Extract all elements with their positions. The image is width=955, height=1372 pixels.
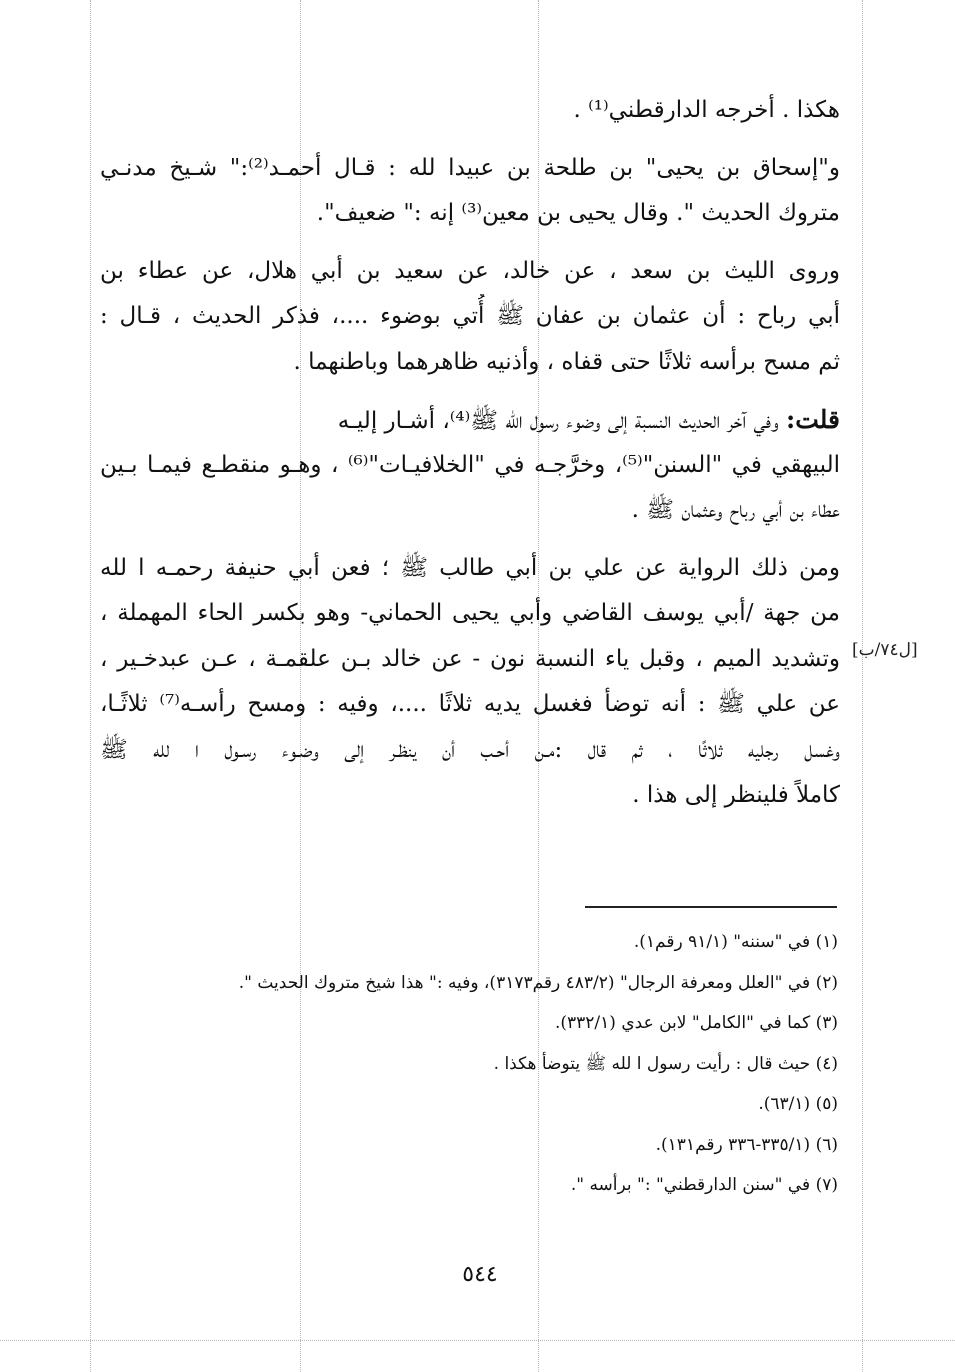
text-line (100, 397, 840, 443)
footnote: (٧) في "سنن الدارقطني" :" برأسه ". (570, 1175, 838, 1195)
text-line: متروك الحديث ". وقال يحيى بن معين⁽³⁾ إنه :" ضعيف". (316, 200, 840, 226)
footnote: (٥) (٦٣/١). (758, 1094, 838, 1114)
main-text-block (100, 88, 840, 819)
text-line: من جهة /أبي يوسف القاضي وأبي يحيى الحماني- وهو بكسر الحاء المهملة ، (100, 600, 840, 626)
footnote: (٦) (٣٣٥/١-٣٣٦ رقم١٣١). (655, 1134, 838, 1155)
manuscript-folio-note: [ل٧٤/ب] (852, 640, 918, 660)
scan-guide-line (0, 1340, 955, 1341)
text-line: أبي رباح : أن عثمان بن عفان ﷺ أُتي بوضوء ....، فذكر الحديث ، قـال : (100, 303, 840, 329)
text-line: وروى الليث بن سعد ، عن خالد، عن سعيد بن أبي هلال، عن عطاء بن (100, 257, 840, 284)
footnote: (٢) في "العلل ومعرفة الرجال" (٤٨٣/٢ رقم٣١٧٣)، وفيه :" هذا شيخ متروك الحديث ". (238, 972, 838, 993)
text-line: ومن ذلك الرواية عن علي بن أبي طالب ﷺ ؛ فعن أبي حنيفة رحمـه ا لله (100, 554, 840, 581)
text-line: ثم مسح برأسه ثلاثًا حتى قفاه ، وأذنيه ظاهرهما وباطنهما . (293, 348, 840, 375)
text-line: البيهقي في "السنن"⁽⁵⁾، وخرَّجـه في "الخلافيـات"⁽⁶⁾ ، وهـو منقطـع فيمـا بـين (100, 451, 840, 478)
text-line: عطاء بن أبي رباح وعثمان ﷺ . (631, 497, 840, 523)
scan-guide-line (90, 0, 91, 1372)
footnote-separator (585, 906, 837, 908)
footnote: (١) في "سننه" (٩١/١ رقم١). (633, 932, 838, 952)
footnote: (٣) كما في "الكامل" لابن عدي (٣٣٢/١). (554, 1013, 838, 1033)
footnote: (٤) حيث قال : رأيت رسول ا لله ﷺ يتوضأ هكذا . (493, 1053, 838, 1074)
text-line-rest: وفي آخر الحديث النسبة إلى وضوء رسول الله ﷺ⁽⁴⁾، أشـار إليـه (337, 408, 779, 434)
text-line: هكذا . أخرجه الدارقطني⁽¹⁾ . (573, 97, 840, 123)
page-number: ٥٤٤ (462, 1262, 498, 1287)
footnotes (120, 922, 838, 1206)
text-line: و"إسحاق بن يحيى" بن طلحة بن عبيدا لله : قـال أحمـد⁽²⁾:" شـيخ مدنـي (100, 154, 840, 181)
text-line: وغسل رجليه ثلاثًا ، ثم قال :مـن أحـب أن ينظـر إلى وضـوء رسـول ا لله ﷺ (100, 736, 840, 763)
text-line: عن علي ﷺ : أنه توضأ فغسل يديه ثلاثًا ....، وفيه : ومسح رأسـه⁽⁷⁾ ثلاثًـا، (100, 691, 840, 717)
lead-word: قلت: (785, 405, 840, 434)
text-line: وتشديد الميم ، وقبل ياء النسبة نون - عن خالد بـن علقمـة ، عـن عبدخـير ، (100, 645, 840, 672)
scan-guide-line (862, 0, 863, 1372)
text-line: كاملاً فلينظر إلى هذا . (632, 782, 840, 808)
